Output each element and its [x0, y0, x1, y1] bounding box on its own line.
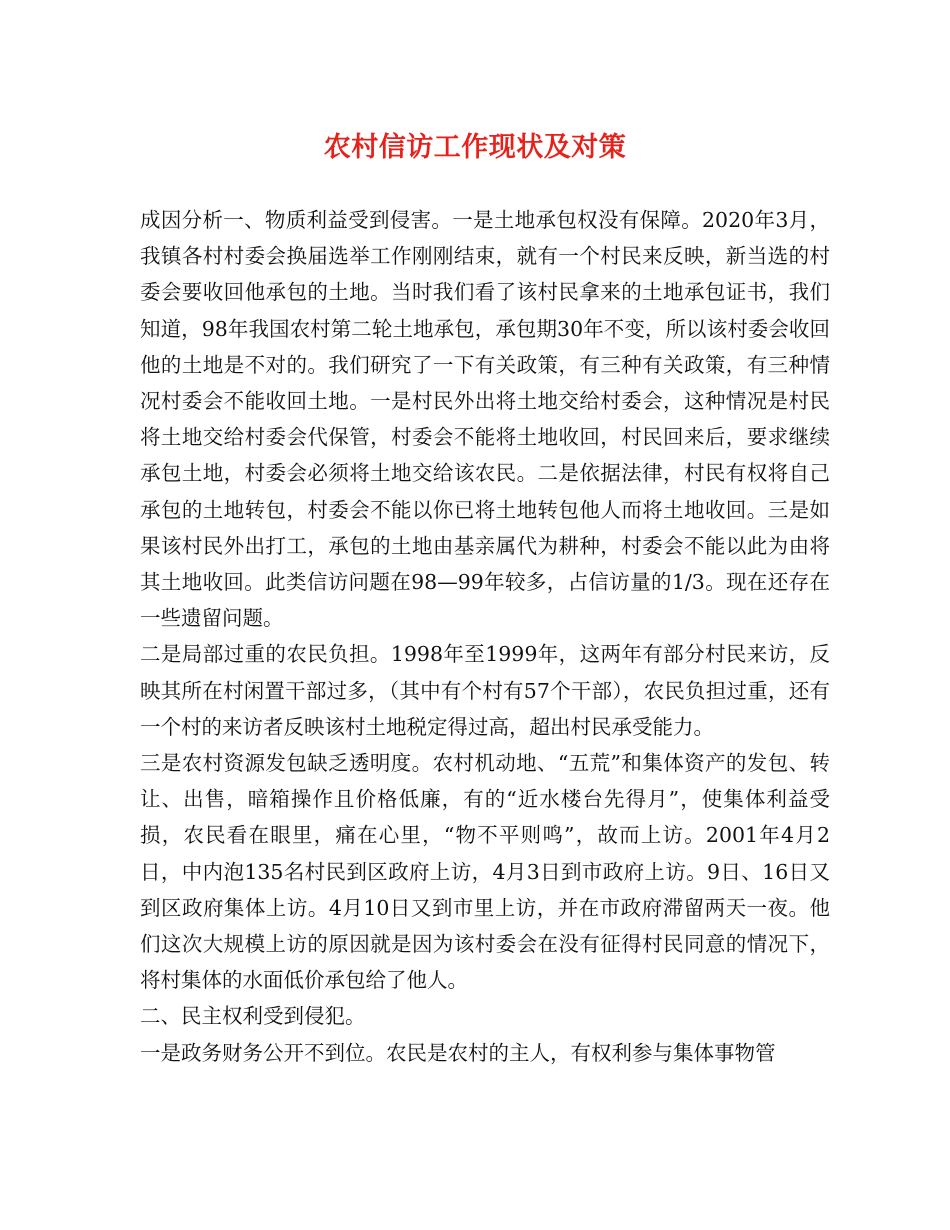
paragraph-democratic-rights-heading: 二、民主权利受到侵犯。 [140, 1004, 366, 1029]
paragraph-affairs-disclosure: 一是政务财务公开不到位。农民是农村的主人，有权利参与集体事物管 [140, 1040, 776, 1065]
document-body [140, 202, 830, 1071]
document-title: 农村信访工作现状及对策 [323, 132, 627, 163]
paragraph-causes-material-interests: 成因分析一、物质利益受到侵害。一是土地承包权没有保障。2020年3月，我镇各村村委会换届选举工作刚刚结束，就有一个村民来反映，新当选的村委会要收回他承包的土地。当时我们看了该村民拿来的土地承包证书，我们知道，98年我国农村第二轮土地承包，承包期30年不变，所以该村委会收回他的土地是不对的。我们研究了一下有关政策，有三种有关政策，有三种情况村委会不能收回土地。一是村民外出将土地交给村委会，这种情况是村民将土地交给村委会代保管，村委会不能将土地收回，村民回来后，要求继续承包土地，村委会必须将土地交给该农民。二是依据法律，村民有权将自己承包的土地转包，村委会不能以你已将土地转包他人而将土地收回。三是如果该村民外出打工，承包的土地由基亲属代为耕种，村委会不能以此为由将其土地收回。此类信访问题在98—99年较多，占信访量的1/3。现在还存在一些遗留问题。 [140, 208, 830, 631]
paragraph-resource-contracting: 三是农村资源发包缺乏透明度。农村机动地、“五荒”和集体资产的发包、转让、出售，暗箱操作且价格低廉，有的“近水楼台先得月”，使集体利益受损，农民看在眼里，痛在心里，“物不平则鸣”，故而上访。2001年4月2日，中内泡135名村民到区政府上访，4月3日到市政府上访。9日、16日又到区政府集体上访。4月10日又到市里上访，并在市政府滞留两天一夜。他们这次大规模上访的原因就是因为该村委会在没有征得村民同意的情况下，将村集体的水面低价承包给了他人。 [140, 751, 830, 993]
paragraph-farmer-burden: 二是局部过重的农民负担。1998年至1999年，这两年有部分村民来访，反映其所在村闲置干部过多，（其中有个村有57个干部），农民负担过重，还有一个村的来访者反映该村土地税定得过高，超出村民承受能力。 [140, 642, 830, 739]
